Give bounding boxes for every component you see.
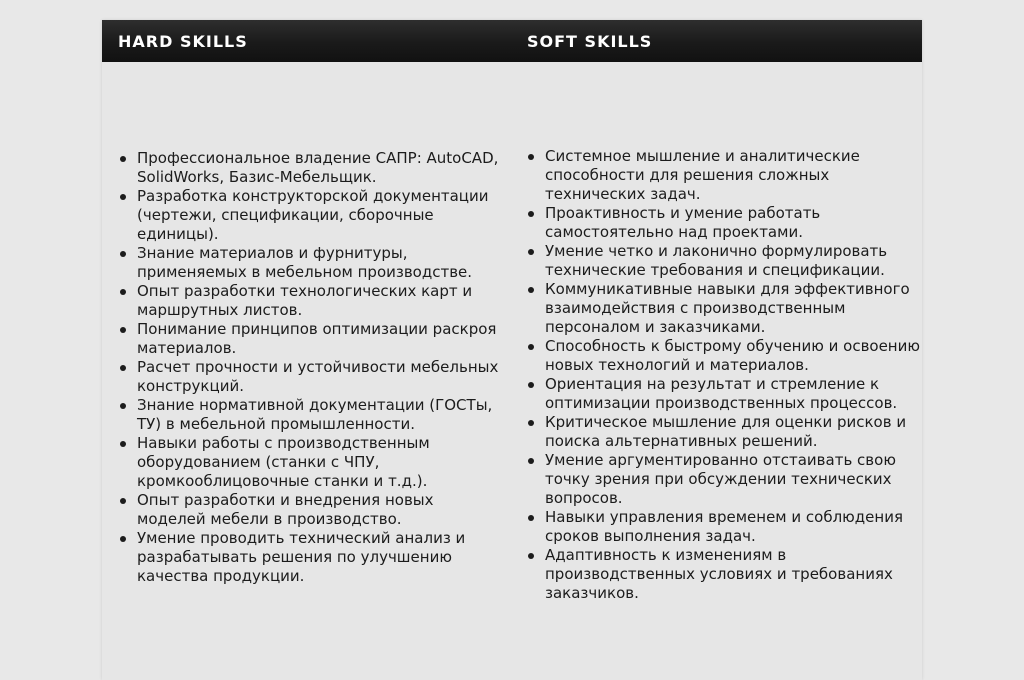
hard-skill-item: Расчет прочности и устойчивости мебельных конструкций.: [137, 358, 502, 396]
hard-skill-item: Профессиональное владение САПР: AutoCAD, SolidWorks, Базис-Мебельщик.: [137, 149, 502, 187]
soft-skill-item: Навыки управления временем и соблюдения сроков выполнения задач.: [545, 508, 922, 546]
hard-skill-item: Умение проводить технический анализ и разрабатывать решения по улучшению качества продукции.: [137, 529, 502, 586]
soft-skill-item: Коммуникативные навыки для эффективного взаимодействия с производственным персоналом и заказчиками.: [545, 280, 922, 337]
hard-skill-item: Опыт разработки и внедрения новых моделей мебели в производство.: [137, 491, 502, 529]
soft-skill-item: Системное мышление и аналитические способности для решения сложных технических задач.: [545, 147, 922, 204]
soft-skill-item: Адаптивность к изменениям в производственных условиях и требованиях заказчиков.: [545, 546, 922, 603]
soft-skill-item: Способность к быстрому обучению и освоению новых технологий и материалов.: [545, 337, 920, 374]
hard-skill-item: Разработка конструкторской документации (чертежи, спецификации, сборочные единицы).: [137, 187, 502, 244]
soft-skill-item: Проактивность и умение работать самостоятельно над проектами.: [545, 204, 922, 242]
soft-skills-column: [510, 62, 922, 680]
soft-skills-list: [510, 147, 922, 603]
hard-skills-heading: HARD SKILLS: [118, 32, 248, 51]
soft-skill-item: Критическое мышление для оценки рисков и поиска альтернативных решений.: [545, 413, 922, 451]
hard-skill-item: Знание нормативной документации (ГОСТы, ТУ) в мебельной промышленности.: [137, 396, 502, 434]
soft-skill-item: Ориентация на результат и стремление к оптимизации производственных процессов.: [545, 375, 922, 413]
hard-skill-item: Навыки работы с производственным оборудованием (станки с ЧПУ, кромкооблицовочные станки и т.д.).: [137, 434, 502, 491]
skills-table: [102, 20, 922, 680]
soft-skill-item: Умение аргументированно отстаивать свою точку зрения при обсуждении технических вопросов.: [545, 451, 922, 508]
soft-skills-heading: SOFT SKILLS: [527, 32, 653, 51]
hard-skill-item: Понимание принципов оптимизации раскроя материалов.: [137, 320, 502, 358]
table-header: [102, 20, 922, 62]
soft-skill-item: Умение четко и лаконично формулировать технические требования и спецификации.: [545, 242, 922, 280]
hard-skills-column: [102, 62, 502, 680]
table-body: [102, 62, 922, 680]
hard-skill-item: Опыт разработки технологических карт и маршрутных листов.: [137, 282, 502, 320]
hard-skill-item: Знание материалов и фурнитуры, применяемых в мебельном производстве.: [137, 244, 502, 282]
hard-skills-list: [102, 149, 502, 586]
